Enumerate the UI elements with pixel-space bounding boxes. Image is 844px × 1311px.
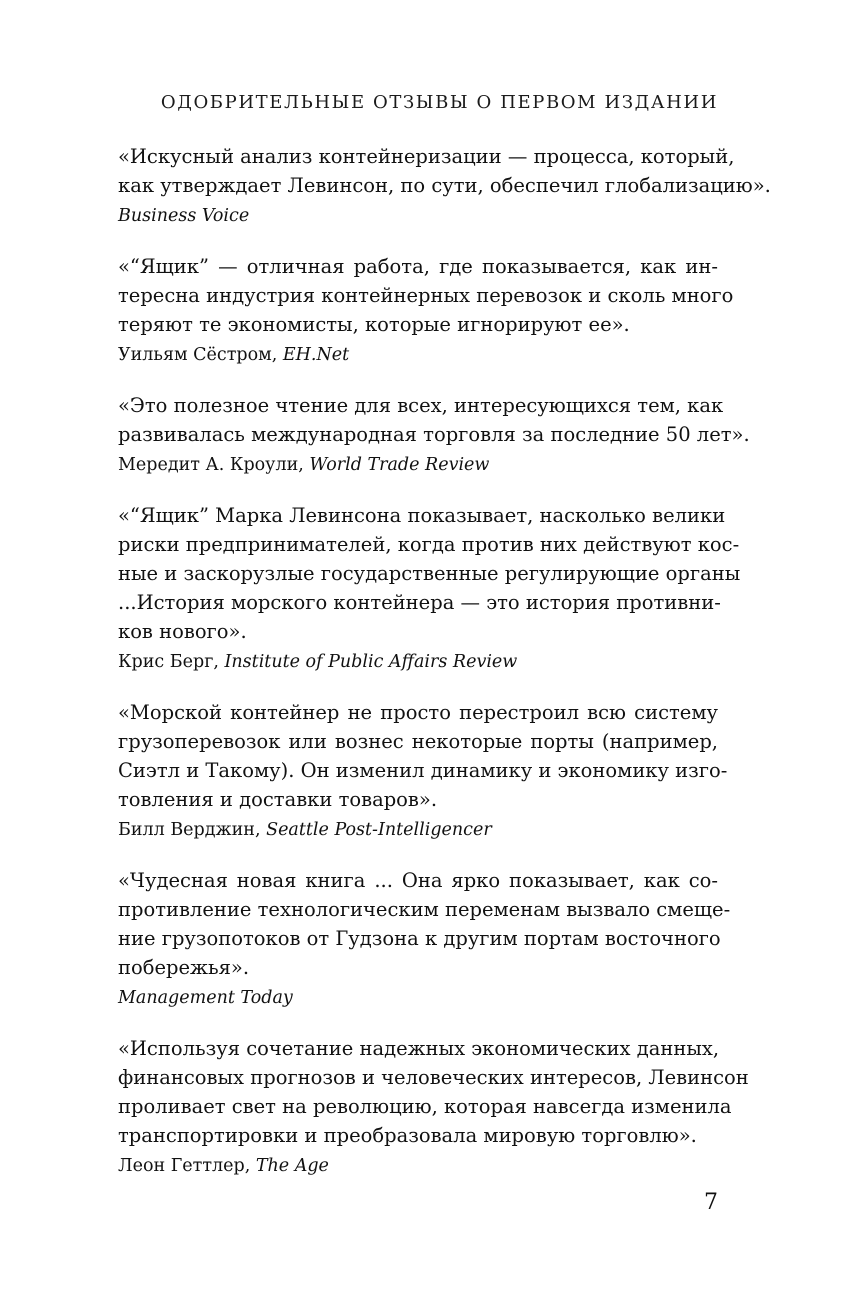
review-text-line: как утверждает Левинсон, по сути, обеспечил глобализацию». [118,174,771,197]
review-text-line: ков нового». [118,620,247,643]
review-attribution [118,984,718,1012]
review-attribution [118,202,718,230]
review-attribution [118,341,718,369]
review-text-line: Сиэтл и Такому). Он изменил динамику и экономику изго- [118,759,728,782]
review-text-line: «“Ящик” Марка Левинсона показывает, насколько велики [118,504,726,527]
review-source: Seattle Post-Intelligencer [266,820,492,840]
review-text-line: противление технологическим переменам вызвало смеще- [118,898,731,921]
review-source: The Age [255,1156,329,1176]
review-business-voice [118,142,771,230]
review-text-line: «Используя сочетание надежных экономических данных, [118,1037,720,1060]
review-source: Management Today [118,988,293,1008]
running-head: ОДОБРИТЕЛЬНЫЕ ОТЗЫВЫ О ПЕРВОМ ИЗДАНИИ [160,92,718,113]
review-text-line: проливает свет на революцию, которая навсегда изменила [118,1095,732,1118]
review-attribution [118,816,718,844]
reviews-list [118,142,771,1202]
review-source: Business Voice [118,206,250,226]
review-text-line: риски предпринимателей, когда против них действуют кос- [118,533,740,556]
review-text-line: транспортировки и преобразовала мировую торговлю». [118,1124,697,1147]
review-text-line: теряют те экономисты, которые игнорируют ее». [118,313,630,336]
review-author: Леон Геттлер, [118,1156,256,1176]
review-the-age [118,1034,749,1180]
review-text-line: «Чудесная новая книга ... Она ярко показывает, как со- [118,869,718,892]
review-text-line: тересна индустрия контейнерных перевозок и сколь много [118,284,734,307]
review-attribution [118,451,718,479]
review-text-line: ные и заскорузлые государственные регулирующие органы [118,562,741,585]
review-eh-net [118,252,734,369]
review-text-line: «“Ящик” — отличная работа, где показывается, как ин- [118,255,718,278]
review-source: Institute of Public Affairs Review [224,652,518,672]
review-management-today [118,866,731,1012]
review-text-line: товления и доставки товаров». [118,788,438,811]
review-source: EH.Net [282,345,350,365]
review-text-line: побережья». [118,956,250,979]
review-text-line: финансовых прогнозов и человеческих интересов, Левинсон [118,1066,749,1089]
review-world-trade-review [118,391,750,479]
review-seattle-pi [118,698,728,844]
review-text-line: грузоперевозок или вознес некоторые порты (например, [118,730,718,753]
review-attribution [118,648,718,676]
review-text-line: развивалась международная торговля за последние 50 лет». [118,423,750,446]
review-author: Крис Берг, [118,652,225,672]
review-text-line: «Это полезное чтение для всех, интересующихся тем, как [118,394,724,417]
review-attribution [118,1152,718,1180]
review-ipa-review [118,501,741,676]
review-author: Билл Верджин, [118,820,267,840]
review-author: Уильям Сёстром, [118,345,283,365]
review-text-line: ние грузопотоков от Гудзона к другим портам восточного [118,927,721,950]
page-number: 7 [704,1190,718,1215]
review-source: World Trade Review [309,455,490,475]
review-text-line: ...История морского контейнера — это история противни- [118,591,721,614]
review-text-line: «Морской контейнер не просто перестроил всю систему [118,701,718,724]
review-text-line: «Искусный анализ контейнеризации — процесса, который, [118,145,735,168]
review-author: Мередит А. Кроули, [118,455,310,475]
